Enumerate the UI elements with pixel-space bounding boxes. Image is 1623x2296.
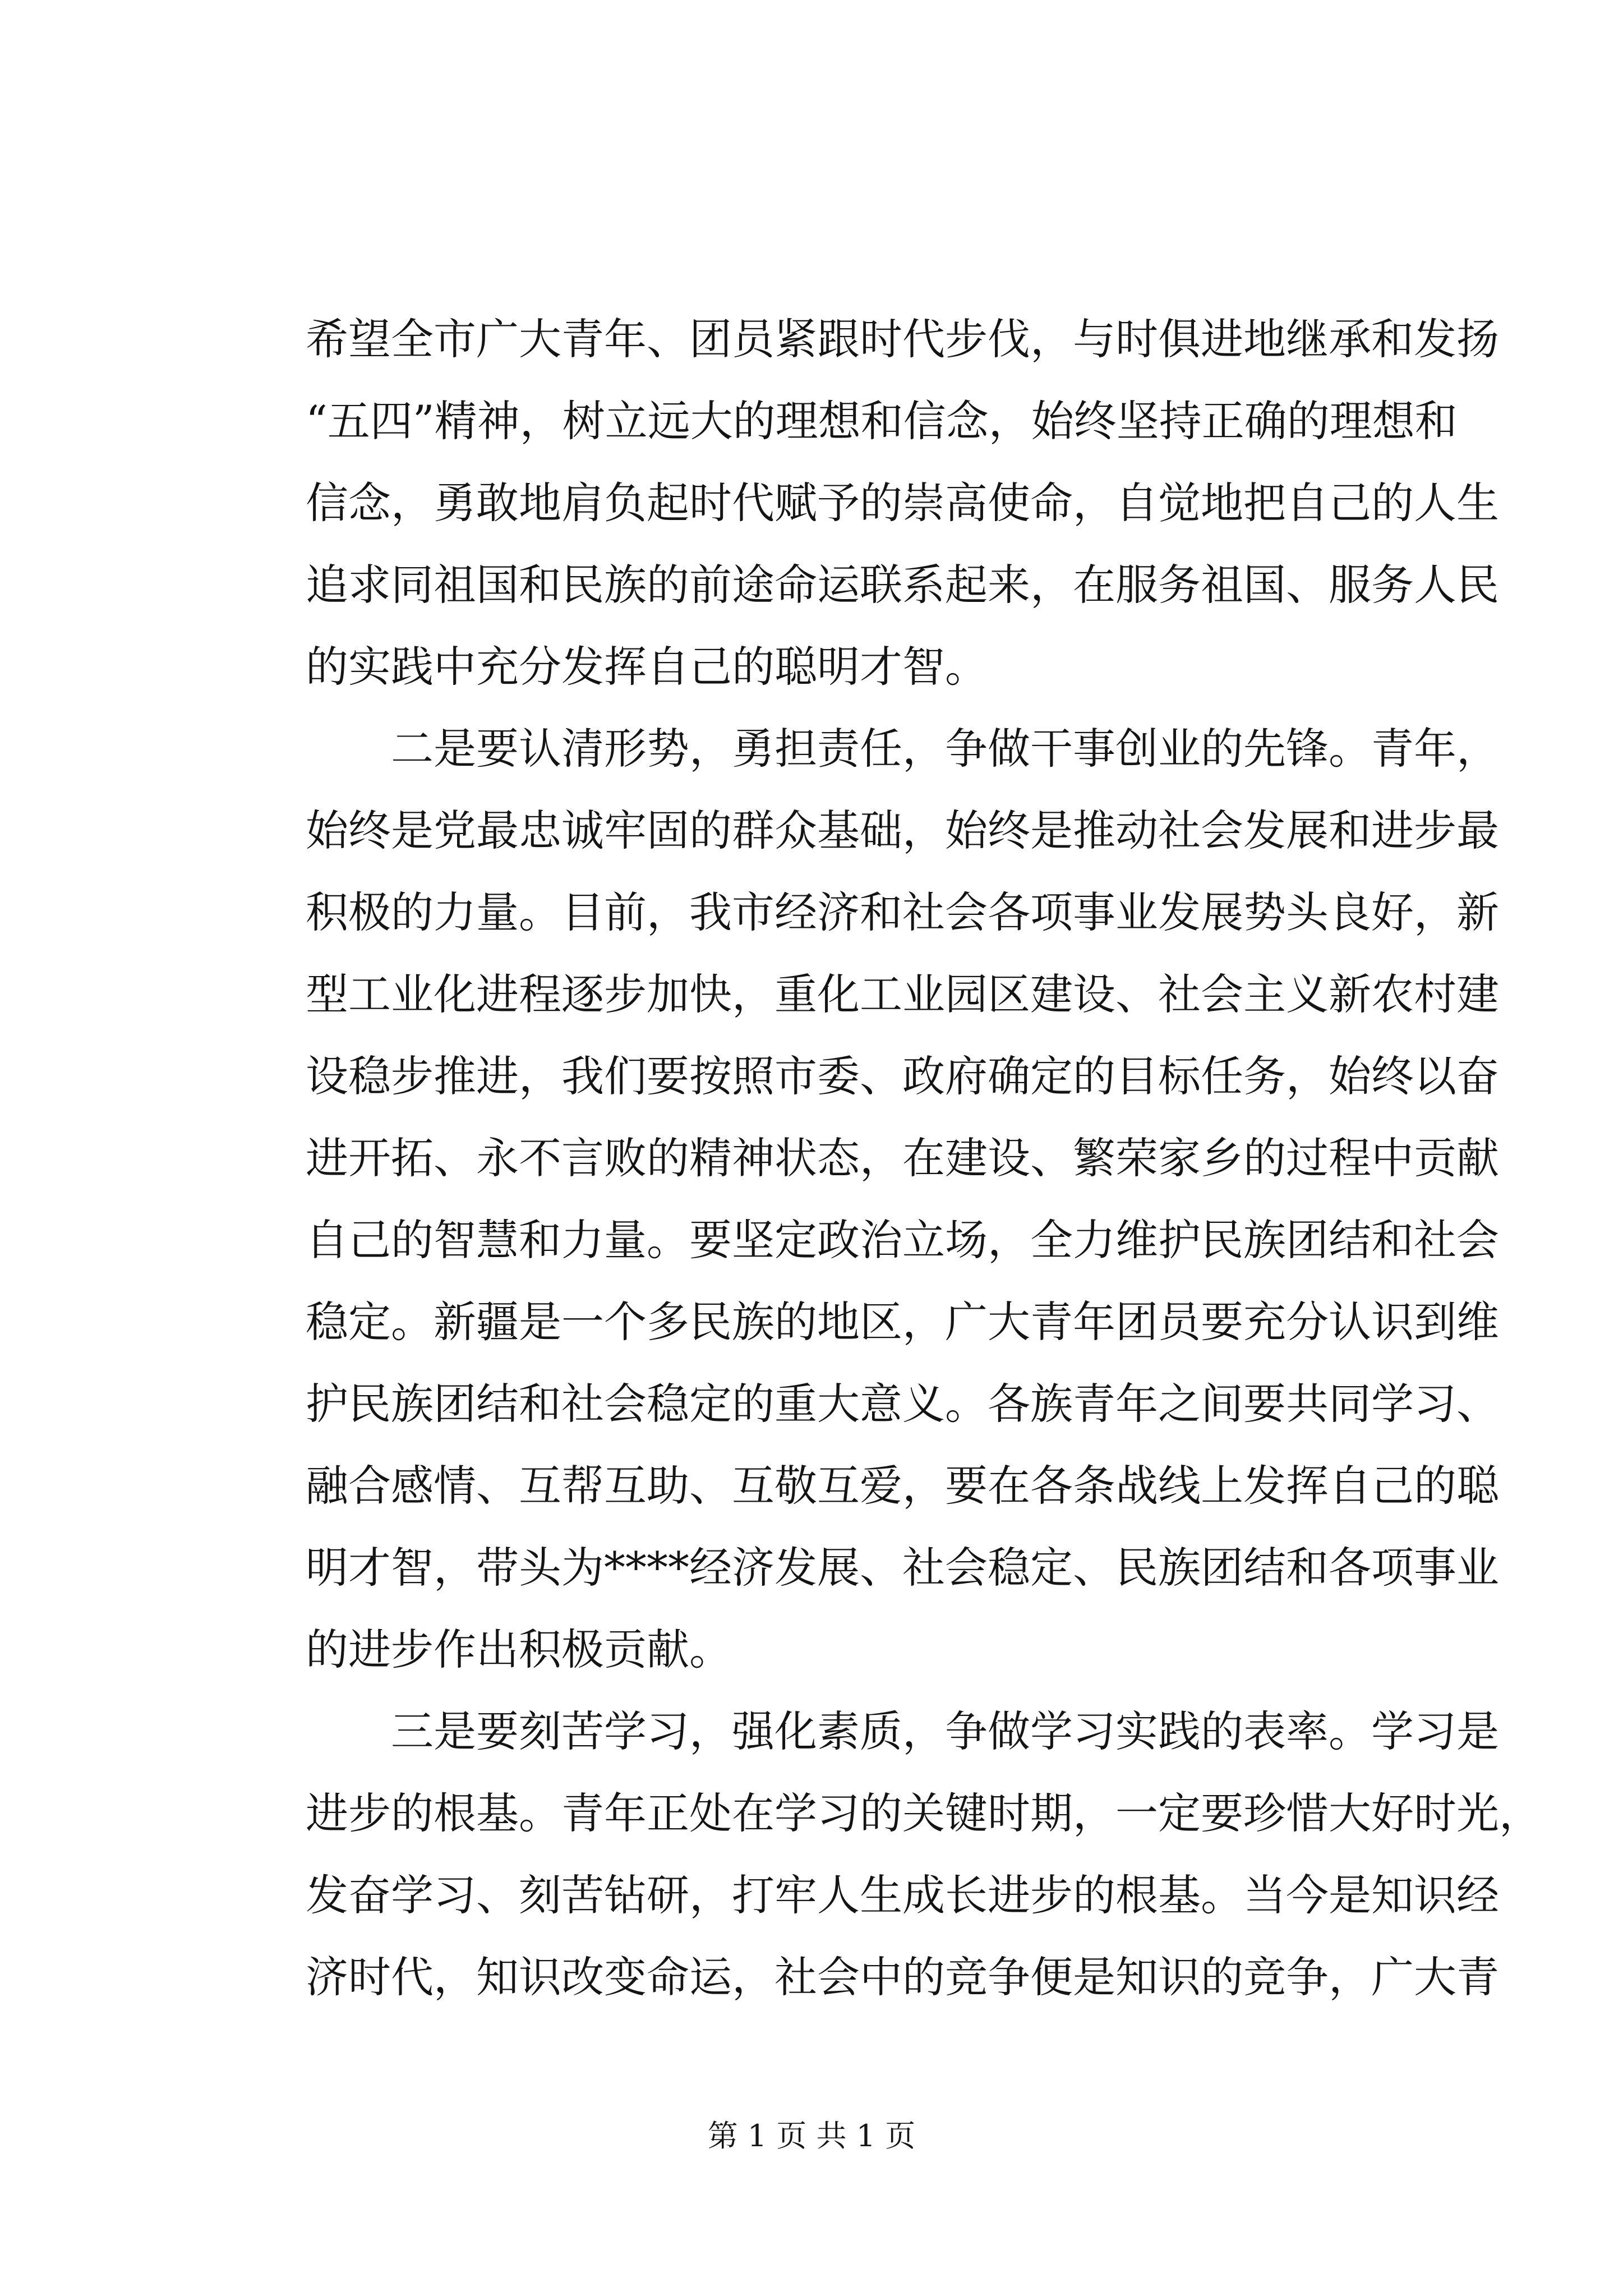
text-line: 护民族团结和社会稳定的重大意义。各族青年之间要共同学习、 <box>306 1379 1499 1429</box>
text-line: 济时代，知识改变命运，社会中的竞争便是知识的竞争，广大青 <box>306 1952 1499 2002</box>
text-line: “五四”精神，树立远大的理想和信念，始终坚持正确的理想和 <box>306 396 1458 446</box>
text-line: 希望全市广大青年、团员紧跟时代步伐，与时俱进地继承和发扬 <box>306 314 1499 364</box>
text-line: 追求同祖国和民族的前途命运联系起来，在服务祖国、服务人民 <box>306 560 1499 610</box>
page-number-label: 第 1 页 共 1 页 <box>707 2118 916 2154</box>
text-line: 设稳步推进，我们要按照市委、政府确定的目标任务，始终以奋 <box>306 1051 1499 1101</box>
text-line: 自己的智慧和力量。要坚定政治立场，全力维护民族团结和社会 <box>306 1215 1499 1265</box>
text-line: 的进步作出积极贡献。 <box>306 1625 732 1674</box>
paragraph-first-line: 二是要认清形势，勇担责任，争做干事创业的先锋。青年， <box>391 724 1499 774</box>
text-line: 型工业化进程逐步加快，重化工业园区建设、社会主义新农村建 <box>306 969 1499 1019</box>
text-line: 稳定。新疆是一个多民族的地区，广大青年团员要充分认识到维 <box>306 1297 1499 1347</box>
text-line: 积极的力量。目前，我市经济和社会各项事业发展势头良好，新 <box>306 887 1499 937</box>
text-line: 的实践中充分发挥自己的聪明才智。 <box>306 642 988 692</box>
text-line: 明才智，带头为****经济发展、社会稳定、民族团结和各项事业 <box>306 1543 1499 1593</box>
paragraph-first-line: 三是要刻苦学习，强化素质，争做学习实践的表率。学习是 <box>391 1706 1499 1756</box>
page-footer <box>0 2114 1623 2159</box>
text-line: 进开拓、永不言败的精神状态，在建设、繁荣家乡的过程中贡献 <box>306 1133 1499 1183</box>
text-line: 发奋学习、刻苦钻研，打牢人生成长进步的根基。当今是知识经 <box>306 1870 1499 1920</box>
text-line: 进步的根基。青年正处在学习的关键时期，一定要珍惜大好时光， <box>306 1788 1542 1838</box>
text-line: 信念，勇敢地肩负起时代赋予的崇高使命，自觉地把自己的人生 <box>306 478 1499 528</box>
text-line: 始终是党最忠诚牢固的群众基础，始终是推动社会发展和进步最 <box>306 806 1499 855</box>
text-line: 融合感情、互帮互助、互敬互爱，要在各条战线上发挥自己的聪 <box>306 1461 1499 1511</box>
